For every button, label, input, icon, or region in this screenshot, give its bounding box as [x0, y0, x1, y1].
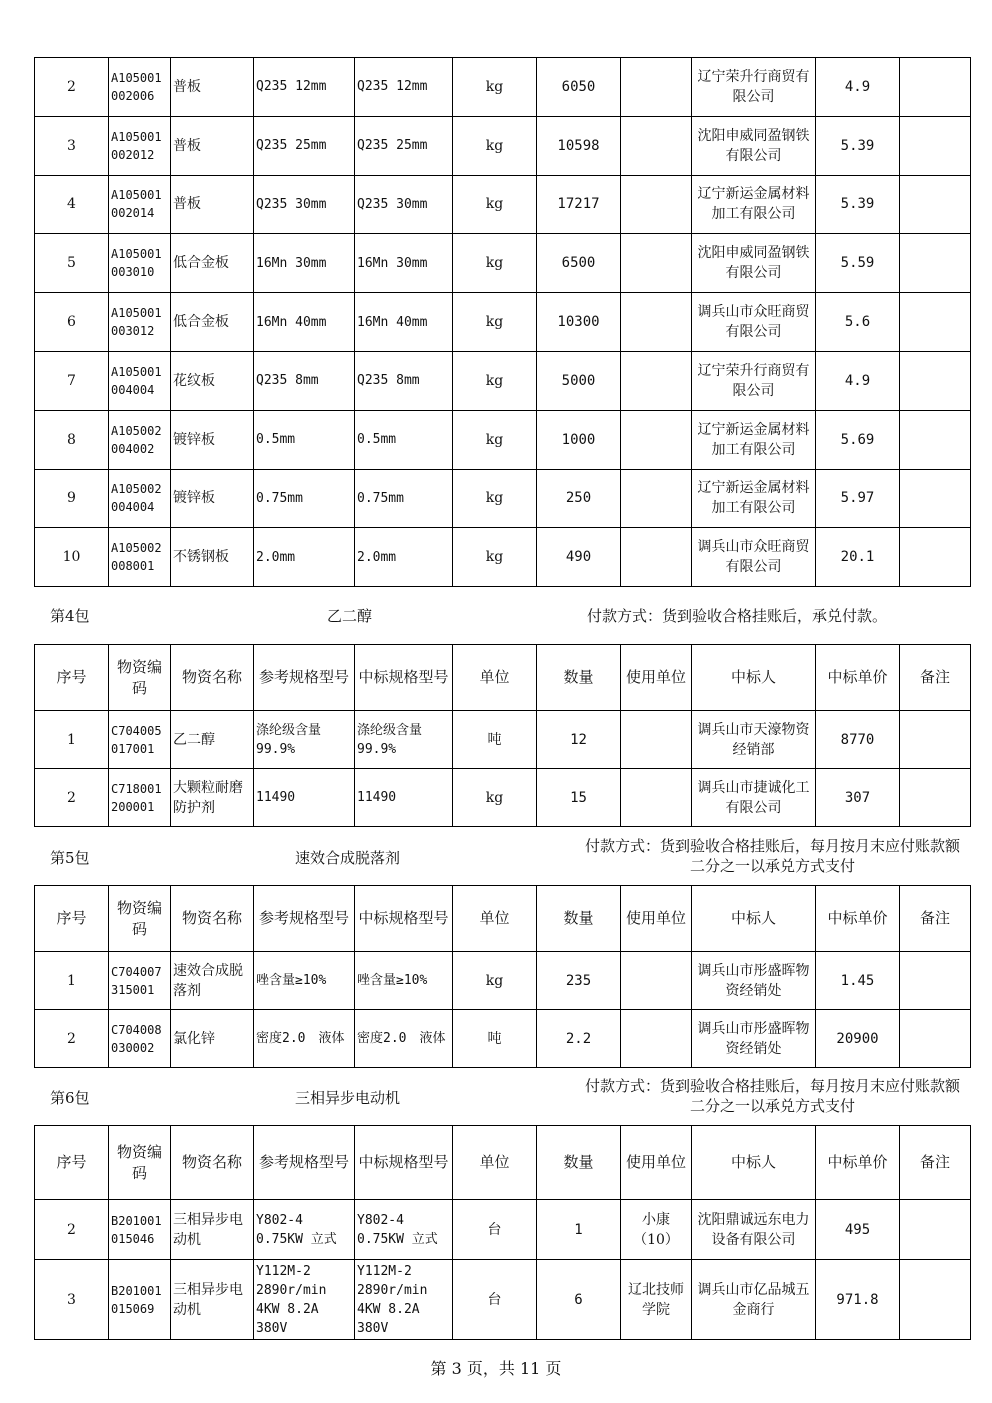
cell-seq: 4: [35, 175, 109, 234]
cell-seq: 5: [35, 234, 109, 293]
header-user-unit: 使用单位: [621, 1126, 692, 1200]
cell-ref-spec: 16Mn 30mm: [254, 234, 355, 293]
cell-code: B201001015069: [109, 1260, 171, 1340]
cell-user-unit: [621, 234, 692, 293]
pkg6-rows: [35, 1200, 971, 1340]
table-row: [35, 769, 971, 827]
cell-name: 乙二醇: [171, 711, 254, 769]
cell-user-unit: [621, 58, 692, 117]
cell-ref-spec: Q235 8mm: [254, 351, 355, 410]
cell-unit: kg: [453, 58, 537, 117]
header-winner: 中标人: [692, 1126, 816, 1200]
cell-unit: 台: [453, 1200, 537, 1260]
cell-remark: [900, 175, 971, 234]
cell-qty: 235: [537, 952, 621, 1010]
pkg6-label: 第6包: [50, 1089, 90, 1107]
cell-winner: 辽宁新运金属材料加工有限公司: [692, 175, 816, 234]
table-row: [35, 58, 971, 117]
cell-code: B201001015046: [109, 1200, 171, 1260]
header-ref-spec: 参考规格型号: [254, 886, 355, 952]
page-footer: 第 3 页，共 11 页: [430, 1359, 562, 1378]
cell-unit-price: 307: [816, 769, 900, 827]
table-row: [35, 351, 971, 410]
header-unit-price: 中标单价: [816, 886, 900, 952]
header-qty: 数量: [537, 1126, 621, 1200]
cell-unit-price: 5.69: [816, 410, 900, 469]
cell-bid-spec: 2.0mm: [355, 528, 453, 587]
table-row: [35, 293, 971, 352]
pkg5-rows: [35, 952, 971, 1068]
header-code: 物资编码: [109, 886, 171, 952]
cell-ref-spec: Q235 30mm: [254, 175, 355, 234]
cell-winner: 辽宁新运金属材料加工有限公司: [692, 469, 816, 528]
cell-qty: 6: [537, 1260, 621, 1340]
cell-code: A105001003010: [109, 234, 171, 293]
cell-ref-spec: Q235 12mm: [254, 58, 355, 117]
header-remark: 备注: [900, 886, 971, 952]
cell-user-unit: 小康（10）: [621, 1200, 692, 1260]
cell-winner: 调兵山市众旺商贸有限公司: [692, 293, 816, 352]
cell-winner: 调兵山市天濠物资经销部: [692, 711, 816, 769]
cell-user-unit: 辽北技师学院: [621, 1260, 692, 1340]
header-name: 物资名称: [171, 1126, 254, 1200]
header-code: 物资编码: [109, 1126, 171, 1200]
cell-bid-spec: 唑含量≥10%: [355, 952, 453, 1010]
pkg6-title: 三相异步电动机: [295, 1089, 401, 1107]
cell-seq: 9: [35, 469, 109, 528]
cell-qty: 12: [537, 711, 621, 769]
cell-name: 普板: [171, 175, 254, 234]
cell-bid-spec: 0.75mm: [355, 469, 453, 528]
header-bid-spec: 中标规格型号: [355, 645, 453, 711]
table-row: [35, 952, 971, 1010]
table-row: [35, 116, 971, 175]
cell-bid-spec: Q235 30mm: [355, 175, 453, 234]
table-row: [35, 528, 971, 587]
cell-name: 花纹板: [171, 351, 254, 410]
cell-unit-price: 1.45: [816, 952, 900, 1010]
pkg4-table: [34, 644, 971, 827]
cell-winner: 调兵山市彤盛晖物资经销处: [692, 952, 816, 1010]
cell-unit: kg: [453, 769, 537, 827]
cell-code: A105002004004: [109, 469, 171, 528]
cell-unit: kg: [453, 410, 537, 469]
cell-name: 低合金板: [171, 293, 254, 352]
cell-unit-price: 8770: [816, 711, 900, 769]
header-seq: 序号: [35, 886, 109, 952]
cell-remark: [900, 711, 971, 769]
cell-name: 三相异步电动机: [171, 1200, 254, 1260]
pkg5-title: 速效合成脱落剂: [295, 849, 401, 867]
cell-qty: 10300: [537, 293, 621, 352]
cell-qty: 15: [537, 769, 621, 827]
pkg6-table: [34, 1125, 971, 1340]
cell-winner: 沈阳鼎诚远东电力设备有限公司: [692, 1200, 816, 1260]
cell-winner: 沈阳申威同盈钢铁有限公司: [692, 116, 816, 175]
header-row: [35, 886, 971, 952]
cell-name: 低合金板: [171, 234, 254, 293]
pkg5-table: [34, 885, 971, 1068]
cell-name: 大颗粒耐磨防护剂: [171, 769, 254, 827]
cell-code: C704005017001: [109, 711, 171, 769]
cell-unit-price: 5.39: [816, 116, 900, 175]
cell-user-unit: [621, 769, 692, 827]
cell-user-unit: [621, 351, 692, 410]
cell-ref-spec: Y112M-2 2890r/min 4KW 8.2A 380V: [254, 1260, 355, 1340]
cell-bid-spec: Q235 25mm: [355, 116, 453, 175]
header-ref-spec: 参考规格型号: [254, 1126, 355, 1200]
cell-user-unit: [621, 469, 692, 528]
table-row: [35, 175, 971, 234]
cell-code: C704007315001: [109, 952, 171, 1010]
header-unit: 单位: [453, 1126, 537, 1200]
cell-name: 普板: [171, 116, 254, 175]
cell-bid-spec: 涤纶级含量99.9%: [355, 711, 453, 769]
table-row: [35, 1200, 971, 1260]
cell-remark: [900, 58, 971, 117]
cell-unit: 吨: [453, 711, 537, 769]
cell-ref-spec: 16Mn 40mm: [254, 293, 355, 352]
cell-unit: kg: [453, 469, 537, 528]
header-user-unit: 使用单位: [621, 886, 692, 952]
cell-code: A105001003012: [109, 293, 171, 352]
cell-ref-spec: 涤纶级含量99.9%: [254, 711, 355, 769]
cell-unit-price: 971.8: [816, 1260, 900, 1340]
header-row: [35, 645, 971, 711]
cell-seq: 2: [35, 769, 109, 827]
header-unit-price: 中标单价: [816, 1126, 900, 1200]
cell-ref-spec: 2.0mm: [254, 528, 355, 587]
cell-user-unit: [621, 175, 692, 234]
cell-ref-spec: Q235 25mm: [254, 116, 355, 175]
cell-seq: 2: [35, 58, 109, 117]
cell-unit: 台: [453, 1260, 537, 1340]
cell-ref-spec: 11490: [254, 769, 355, 827]
cell-bid-spec: 16Mn 30mm: [355, 234, 453, 293]
cell-ref-spec: 密度2.0 液体: [254, 1010, 355, 1068]
cell-remark: [900, 351, 971, 410]
cell-remark: [900, 1260, 971, 1340]
cell-bid-spec: Y802-4 0.75KW 立式: [355, 1200, 453, 1260]
cell-qty: 2.2: [537, 1010, 621, 1068]
cell-unit: kg: [453, 293, 537, 352]
cell-seq: 6: [35, 293, 109, 352]
cell-bid-spec: Q235 8mm: [355, 351, 453, 410]
cell-seq: 10: [35, 528, 109, 587]
cell-name: 镀锌板: [171, 469, 254, 528]
pkg5-payment: [585, 836, 960, 876]
cell-remark: [900, 116, 971, 175]
pkg3-rows: [35, 58, 971, 587]
cell-winner: 沈阳申威同盈钢铁有限公司: [692, 234, 816, 293]
cell-qty: 17217: [537, 175, 621, 234]
cell-winner: 辽宁荣升行商贸有限公司: [692, 58, 816, 117]
header-bid-spec: 中标规格型号: [355, 1126, 453, 1200]
cell-unit: 吨: [453, 1010, 537, 1068]
header-ref-spec: 参考规格型号: [254, 645, 355, 711]
header-winner: 中标人: [692, 886, 816, 952]
cell-winner: 调兵山市亿品城五金商行: [692, 1260, 816, 1340]
cell-bid-spec: 0.5mm: [355, 410, 453, 469]
cell-unit-price: 5.6: [816, 293, 900, 352]
cell-qty: 6050: [537, 58, 621, 117]
cell-bid-spec: 密度2.0 液体: [355, 1010, 453, 1068]
cell-qty: 1: [537, 1200, 621, 1260]
header-unit: 单位: [453, 645, 537, 711]
cell-winner: 辽宁荣升行商贸有限公司: [692, 351, 816, 410]
cell-unit: kg: [453, 351, 537, 410]
cell-unit: kg: [453, 952, 537, 1010]
cell-qty: 6500: [537, 234, 621, 293]
header-row: [35, 1126, 971, 1200]
cell-ref-spec: 唑含量≥10%: [254, 952, 355, 1010]
pkg5-label: 第5包: [50, 849, 90, 867]
cell-code: A105002004002: [109, 410, 171, 469]
pkg5-payment-line1: 付款方式：货到验收合格挂账后，每月按月末应付账款额: [584, 837, 960, 855]
cell-user-unit: [621, 952, 692, 1010]
table-row: [35, 410, 971, 469]
cell-seq: 3: [35, 116, 109, 175]
cell-name: 三相异步电动机: [171, 1260, 254, 1340]
cell-seq: 1: [35, 711, 109, 769]
header-qty: 数量: [537, 886, 621, 952]
cell-qty: 1000: [537, 410, 621, 469]
cell-bid-spec: Y112M-2 2890r/min 4KW 8.2A 380V: [355, 1260, 453, 1340]
header-bid-spec: 中标规格型号: [355, 886, 453, 952]
cell-code: C704008030002: [109, 1010, 171, 1068]
pkg5-payment-line2: 二分之一以承兑方式支付: [689, 857, 855, 875]
cell-unit: kg: [453, 116, 537, 175]
cell-ref-spec: 0.75mm: [254, 469, 355, 528]
header-unit: 单位: [453, 886, 537, 952]
cell-bid-spec: 16Mn 40mm: [355, 293, 453, 352]
cell-code: A105001002014: [109, 175, 171, 234]
cell-unit-price: 5.39: [816, 175, 900, 234]
cell-bid-spec: Q235 12mm: [355, 58, 453, 117]
cell-bid-spec: 11490: [355, 769, 453, 827]
header-winner: 中标人: [692, 645, 816, 711]
cell-code: A105002008001: [109, 528, 171, 587]
pkg3-table: [34, 57, 971, 587]
pkg4-rows: [35, 711, 971, 827]
cell-winner: 调兵山市众旺商贸有限公司: [692, 528, 816, 587]
cell-code: A105001002012: [109, 116, 171, 175]
pkg6-payment-line2: 二分之一以承兑方式支付: [689, 1097, 855, 1115]
cell-winner: 调兵山市捷诚化工有限公司: [692, 769, 816, 827]
cell-qty: 490: [537, 528, 621, 587]
cell-seq: 3: [35, 1260, 109, 1340]
pkg4-label: 第4包: [50, 607, 90, 625]
cell-remark: [900, 528, 971, 587]
header-remark: 备注: [900, 1126, 971, 1200]
cell-user-unit: [621, 1010, 692, 1068]
cell-user-unit: [621, 116, 692, 175]
cell-unit-price: 20.1: [816, 528, 900, 587]
cell-ref-spec: 0.5mm: [254, 410, 355, 469]
cell-user-unit: [621, 293, 692, 352]
cell-unit-price: 495: [816, 1200, 900, 1260]
header-name: 物资名称: [171, 886, 254, 952]
cell-remark: [900, 769, 971, 827]
cell-seq: 1: [35, 952, 109, 1010]
pkg4-title: 乙二醇: [327, 607, 373, 625]
cell-unit-price: 5.59: [816, 234, 900, 293]
header-seq: 序号: [35, 645, 109, 711]
table-row: [35, 1010, 971, 1068]
pkg6-payment-line1: 付款方式：货到验收合格挂账后，每月按月末应付账款额: [584, 1077, 960, 1095]
table-row: [35, 711, 971, 769]
cell-remark: [900, 1010, 971, 1068]
table-row: [35, 1260, 971, 1340]
cell-unit-price: 4.9: [816, 58, 900, 117]
cell-name: 不锈钢板: [171, 528, 254, 587]
cell-name: 镀锌板: [171, 410, 254, 469]
header-remark: 备注: [900, 645, 971, 711]
cell-ref-spec: Y802-4 0.75KW 立式: [254, 1200, 355, 1260]
cell-qty: 5000: [537, 351, 621, 410]
cell-user-unit: [621, 410, 692, 469]
cell-code: C718001200001: [109, 769, 171, 827]
pkg6-payment: [585, 1076, 960, 1116]
cell-unit: kg: [453, 175, 537, 234]
cell-qty: 250: [537, 469, 621, 528]
cell-unit: kg: [453, 528, 537, 587]
header-name: 物资名称: [171, 645, 254, 711]
cell-qty: 10598: [537, 116, 621, 175]
cell-code: A105001002006: [109, 58, 171, 117]
cell-remark: [900, 410, 971, 469]
table-row: [35, 234, 971, 293]
cell-unit: kg: [453, 234, 537, 293]
header-user-unit: 使用单位: [621, 645, 692, 711]
header-seq: 序号: [35, 1126, 109, 1200]
cell-unit-price: 5.97: [816, 469, 900, 528]
cell-winner: 调兵山市彤盛晖物资经销处: [692, 1010, 816, 1068]
cell-seq: 2: [35, 1200, 109, 1260]
cell-user-unit: [621, 711, 692, 769]
table-row: [35, 469, 971, 528]
cell-seq: 7: [35, 351, 109, 410]
cell-name: 速效合成脱落剂: [171, 952, 254, 1010]
cell-seq: 8: [35, 410, 109, 469]
cell-remark: [900, 1200, 971, 1260]
cell-remark: [900, 469, 971, 528]
cell-name: 普板: [171, 58, 254, 117]
cell-user-unit: [621, 528, 692, 587]
cell-remark: [900, 234, 971, 293]
pkg4-payment: 付款方式：货到验收合格挂账后，承兑付款。: [587, 607, 888, 625]
cell-winner: 辽宁新运金属材料加工有限公司: [692, 410, 816, 469]
header-unit-price: 中标单价: [816, 645, 900, 711]
cell-name: 氯化锌: [171, 1010, 254, 1068]
cell-code: A105001004004: [109, 351, 171, 410]
header-code: 物资编码: [109, 645, 171, 711]
cell-unit-price: 4.9: [816, 351, 900, 410]
cell-unit-price: 20900: [816, 1010, 900, 1068]
cell-remark: [900, 952, 971, 1010]
cell-seq: 2: [35, 1010, 109, 1068]
header-qty: 数量: [537, 645, 621, 711]
cell-remark: [900, 293, 971, 352]
